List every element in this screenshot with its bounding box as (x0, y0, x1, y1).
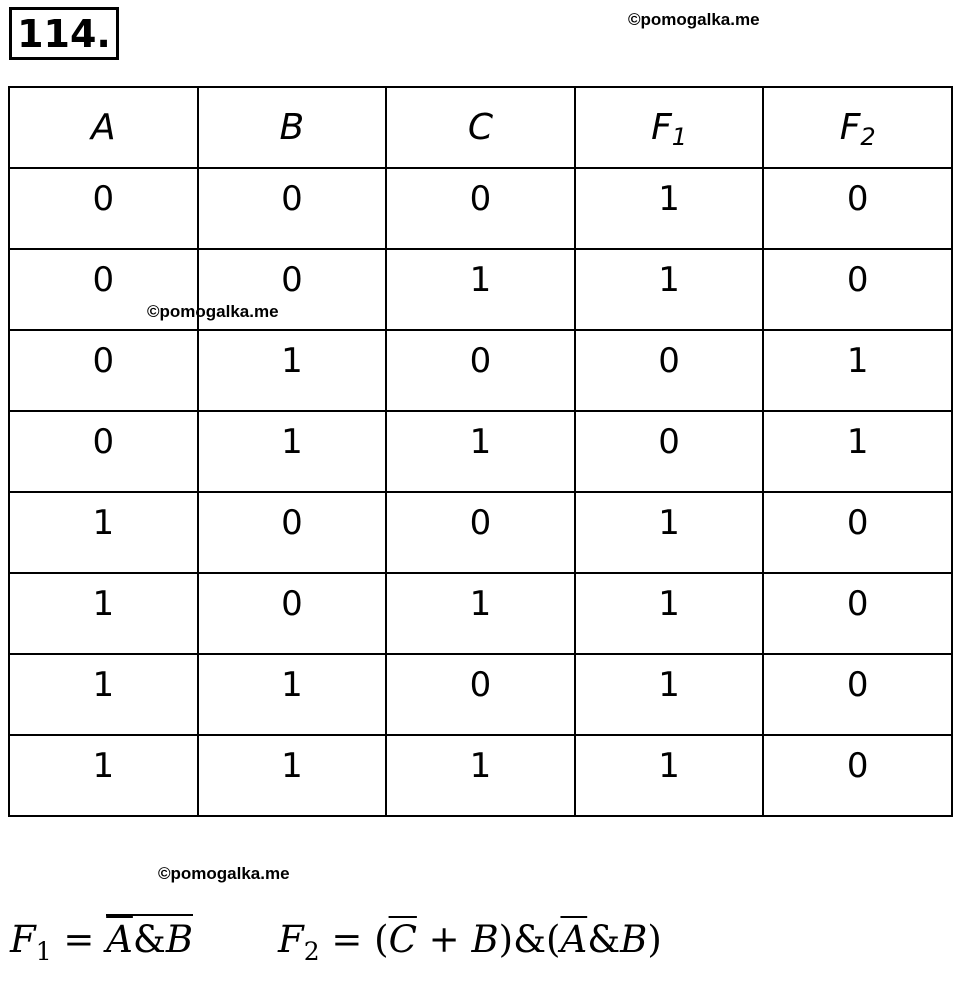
header-f2: $F_2$ (763, 87, 952, 168)
table-row (9, 330, 952, 411)
table-cell: 0 (198, 573, 387, 654)
table-cell: 0 (763, 492, 952, 573)
table-cell: 1 (763, 411, 952, 492)
table-cell: 1 (575, 249, 764, 330)
table-cell: 0 (386, 492, 575, 573)
table-cell: 1 (386, 573, 575, 654)
table-cell: 0 (9, 168, 198, 249)
table-row (9, 654, 952, 735)
table-row (9, 411, 952, 492)
table-cell: 1 (386, 735, 575, 816)
table-cell: 1 (198, 330, 387, 411)
table-cell: 1 (9, 735, 198, 816)
formula-f1: $F_1$ = $\overline{A}\&B$ (10, 918, 193, 961)
table-cell: 1 (9, 492, 198, 573)
table-cell: 0 (9, 411, 198, 492)
table-cell: 0 (763, 573, 952, 654)
table-cell: 0 (575, 411, 764, 492)
table-row (9, 735, 952, 816)
table-cell: 1 (575, 654, 764, 735)
table-cell: 1 (575, 735, 764, 816)
table-row (9, 573, 952, 654)
table-cell: 0 (763, 735, 952, 816)
problem-number (9, 7, 119, 60)
table-cell: 0 (9, 330, 198, 411)
table-cell: 1 (575, 492, 764, 573)
table-cell: 1 (198, 735, 387, 816)
formula-f2: $F_2 = (\overline{C}$ + $B)\&(\overline{A}\&B)$ (278, 918, 662, 966)
negation-bar: $\overline{A}\&B$ (106, 914, 193, 961)
table-cell: 0 (198, 492, 387, 573)
table-cell: 1 (198, 654, 387, 735)
table-header-row (9, 87, 952, 168)
header-b: B (198, 87, 387, 168)
table-cell: 0 (386, 168, 575, 249)
table-cell: 0 (763, 654, 952, 735)
table-cell: 1 (9, 573, 198, 654)
table-cell: 0 (198, 249, 387, 330)
problem-number-text: 114. (17, 11, 111, 56)
watermark-middle: ©pomogalka.me (147, 302, 279, 321)
table-cell: 0 (575, 330, 764, 411)
table-cell: 0 (198, 168, 387, 249)
table-cell: 1 (386, 411, 575, 492)
table-cell: 1 (386, 249, 575, 330)
header-a: A (9, 87, 198, 168)
truth-table (8, 86, 953, 817)
table-row (9, 168, 952, 249)
table-cell: 1 (9, 654, 198, 735)
watermark-bottom: ©pomogalka.me (158, 864, 290, 883)
table-cell: 0 (386, 654, 575, 735)
table-cell: 1 (575, 168, 764, 249)
header-f1: $F_1$ (575, 87, 764, 168)
watermark-top: ©pomogalka.me (628, 10, 760, 29)
table-cell: 1 (198, 411, 387, 492)
header-c: C (386, 87, 575, 168)
table-cell: 0 (763, 249, 952, 330)
table-cell: 0 (386, 330, 575, 411)
table-cell: 1 (763, 330, 952, 411)
table-cell: 0 (763, 168, 952, 249)
table-row (9, 492, 952, 573)
table-cell: 0 (9, 249, 198, 330)
table-cell: 1 (575, 573, 764, 654)
